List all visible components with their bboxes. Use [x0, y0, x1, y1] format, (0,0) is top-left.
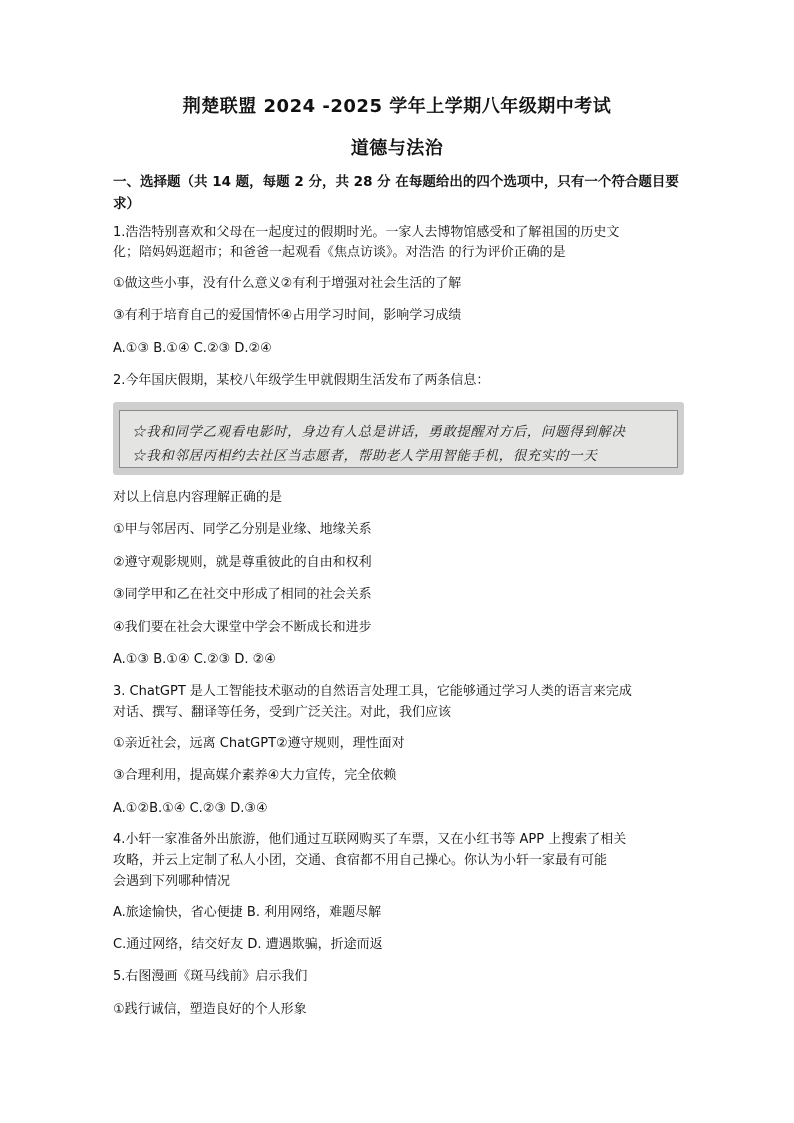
q2-handwritten-note-image: [113, 402, 684, 475]
q2-statement-1: ①甲与邻居丙、同学乙分别是业缘、地缘关系: [113, 522, 372, 537]
q2-choices: A.①③ B.①④ C.②③ D. ②④: [113, 652, 276, 667]
q3-stem-line1: 3. ChatGPT 是人工智能技术驱动的自然语言处理工具，它能够通过学习人类的语言来完成: [113, 684, 632, 699]
q1-option-line1: ①做这些小事，没有什么意义②有利于增强对社会生活的了解: [113, 276, 462, 291]
q1-option-line2: ③有利于培育自己的爱国情怀④占用学习时间，影响学习成绩: [113, 308, 462, 323]
q4-stem-line3: 会遇到下列哪种情况: [113, 874, 231, 889]
q5-stem: 5.右图漫画《斑马线前》启示我们: [113, 969, 308, 984]
q2-statement-3: ③同学甲和乙在社交中形成了相同的社会关系: [113, 587, 372, 602]
exam-title: 荆楚联盟 2024 -2025 学年上学期八年级期中考试: [182, 96, 612, 117]
q4-choices-ab: A.旅途愉快，省心便捷 B. 利用网络，难题尽解: [113, 905, 382, 920]
q4-stem-line1: 4.小轩一家准备外出旅游，他们通过互联网购买了车票，又在小红书等 APP 上搜索了相关: [113, 832, 627, 847]
q3-option-line2: ③合理利用，提高媒介素养④大力宣传，完全依赖: [113, 768, 397, 783]
q2-statement-2: ②遵守观影规则，就是尊重彼此的自由和权利: [113, 555, 372, 570]
q4-choices-cd: C.通过网络，结交好友 D. 遭遇欺骗，折途而返: [113, 937, 383, 952]
q1-stem-line1: 1.浩浩特别喜欢和父母在一起度过的假期时光。一家人去博物馆感受和了解祖国的历史文: [113, 225, 620, 240]
q1-choices: A.①③ B.①④ C.②③ D.②④: [113, 341, 272, 356]
q3-choices: A.①②B.①④ C.②③ D.③④: [113, 801, 268, 816]
q2-note-frame: [119, 410, 678, 468]
q2-prompt: 对以上信息内容理解正确的是: [113, 490, 283, 505]
section-header: 一、选择题（共 14 题，每题 2 分，共 28 分 在每题给出的四个选项中，只有一个符合题目要求）: [113, 174, 679, 212]
q2-statement-4: ④我们要在社会大课堂中学会不断成长和进步: [113, 620, 372, 635]
q5-option-1: ①践行诚信，塑造良好的个人形象: [113, 1002, 307, 1017]
q2-stem: 2.今年国庆假期，某校八年级学生甲就假期生活发布了两条信息：: [113, 373, 490, 388]
exam-subject: 道德与法治: [350, 138, 444, 159]
q3-stem-line2: 对话、撰写、翻译等任务，受到广泛关注。对此，我们应该: [113, 705, 452, 720]
q4-stem-line2: 攻略，并云上定制了私人小团，交通、食宿都不用自己操心。你认为小轩一家最有可能: [113, 853, 608, 868]
q1-stem-line2: 化；陪妈妈逛超市；和爸爸一起观看《焦点访谈》。对浩浩 的行为评价正确的是: [113, 245, 566, 260]
q3-option-line1: ①亲近社会，远离 ChatGPT②遵守规则，理性面对: [113, 736, 405, 751]
q2-note-line2: ☆我和邻居丙相约去社区当志愿者，帮助老人学用智能手机，很充实的一天: [132, 448, 598, 464]
q2-note-line1: ☆我和同学乙观看电影时，身边有人总是讲话，勇敢提醒对方后，问题得到解决: [132, 424, 626, 440]
